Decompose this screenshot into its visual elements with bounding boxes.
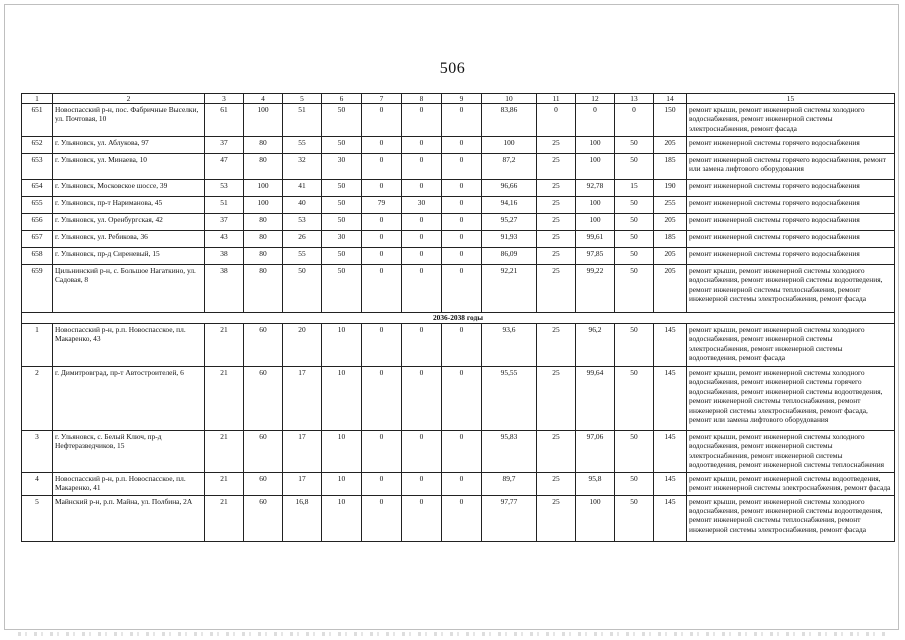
col-9-value: 0 xyxy=(442,431,482,473)
works-list: ремонт крыши, ремонт инженерной системы холодного водоснабжения, ремонт инженерной системы электроснабжения, ремонт инженерной системы водоотведения, ремонт инженерной системы теплоснабжения xyxy=(687,431,895,473)
column-number: 1 xyxy=(22,94,53,104)
col-11-value: 25 xyxy=(537,431,576,473)
column-number: 10 xyxy=(482,94,537,104)
col-4-value: 80 xyxy=(244,154,283,180)
col-7-value: 0 xyxy=(362,231,402,248)
table-row xyxy=(22,367,895,431)
table-row xyxy=(22,495,895,541)
col-7-value: 79 xyxy=(362,197,402,214)
table-row xyxy=(22,431,895,473)
col-10-value: 96,66 xyxy=(482,180,537,197)
col-5-value: 53 xyxy=(283,214,322,231)
col-9-value: 0 xyxy=(442,104,482,137)
col-3-value: 53 xyxy=(205,180,244,197)
row-number: 5 xyxy=(22,495,53,541)
col-7-value: 0 xyxy=(362,431,402,473)
works-list: ремонт инженерной системы горячего водоснабжения, ремонт или замена лифтового оборудования xyxy=(687,154,895,180)
col-12-value: 0 xyxy=(576,104,615,137)
column-number: 13 xyxy=(615,94,654,104)
col-7-value: 0 xyxy=(362,180,402,197)
col-5-value: 55 xyxy=(283,137,322,154)
col-9-value: 0 xyxy=(442,197,482,214)
col-3-value: 21 xyxy=(205,324,244,367)
address: г. Ульяновск, ул. Оренбургская, 42 xyxy=(53,214,205,231)
col-11-value: 25 xyxy=(537,472,576,495)
row-number: 659 xyxy=(22,265,53,313)
col-9-value: 0 xyxy=(442,472,482,495)
col-10-value: 92,21 xyxy=(482,265,537,313)
row-number: 1 xyxy=(22,324,53,367)
col-9-value: 0 xyxy=(442,495,482,541)
col-13-value: 50 xyxy=(615,431,654,473)
col-4-value: 60 xyxy=(244,324,283,367)
table-row xyxy=(22,324,895,367)
col-10-value: 95,55 xyxy=(482,367,537,431)
works-list: ремонт инженерной системы горячего водоснабжения xyxy=(687,248,895,265)
col-13-value: 50 xyxy=(615,137,654,154)
address: Новоспасский р-н, р.п. Новоспасское, пл. Макаренко, 41 xyxy=(53,472,205,495)
row-number: 4 xyxy=(22,472,53,495)
col-8-value: 0 xyxy=(402,472,442,495)
col-7-value: 0 xyxy=(362,265,402,313)
address: г. Ульяновск, с. Белый Ключ, пр-д Нефтеразведчиков, 15 xyxy=(53,431,205,473)
page-number: 506 xyxy=(439,60,466,77)
table-row xyxy=(22,472,895,495)
col-14-value: 145 xyxy=(654,472,687,495)
col-9-value: 0 xyxy=(442,265,482,313)
works-list: ремонт крыши, ремонт инженерной системы холодного водоснабжения, ремонт инженерной системы электроснабжения, ремонт фасада xyxy=(687,104,895,137)
col-4-value: 80 xyxy=(244,214,283,231)
col-6-value: 50 xyxy=(322,248,362,265)
col-4-value: 60 xyxy=(244,431,283,473)
col-13-value: 50 xyxy=(615,231,654,248)
col-7-value: 0 xyxy=(362,472,402,495)
col-11-value: 25 xyxy=(537,248,576,265)
address: Новоспасский р-н, пос. Фабричные Выселки, ул. Почтовая, 10 xyxy=(53,104,205,137)
col-13-value: 50 xyxy=(615,197,654,214)
col-11-value: 25 xyxy=(537,137,576,154)
column-number: 11 xyxy=(537,94,576,104)
column-number: 5 xyxy=(283,94,322,104)
col-11-value: 25 xyxy=(537,231,576,248)
works-list: ремонт инженерной системы горячего водоснабжения xyxy=(687,214,895,231)
col-9-value: 0 xyxy=(442,248,482,265)
col-8-value: 0 xyxy=(402,265,442,313)
col-11-value: 25 xyxy=(537,265,576,313)
col-14-value: 205 xyxy=(654,137,687,154)
col-5-value: 40 xyxy=(283,197,322,214)
works-list: ремонт крыши, ремонт инженерной системы холодного водоснабжения, ремонт инженерной системы водоотведения, ремонт инженерной системы теплоснабжения, ремонт инженерной системы электроснабжения, ремонт фасада xyxy=(687,265,895,313)
row-number: 653 xyxy=(22,154,53,180)
col-12-value: 92,78 xyxy=(576,180,615,197)
col-7-value: 0 xyxy=(362,367,402,431)
col-6-value: 50 xyxy=(322,180,362,197)
col-10-value: 87,2 xyxy=(482,154,537,180)
col-5-value: 55 xyxy=(283,248,322,265)
col-14-value: 185 xyxy=(654,154,687,180)
col-13-value: 50 xyxy=(615,248,654,265)
col-12-value: 96,2 xyxy=(576,324,615,367)
column-number: 6 xyxy=(322,94,362,104)
row-number: 651 xyxy=(22,104,53,137)
col-9-value: 0 xyxy=(442,180,482,197)
col-3-value: 21 xyxy=(205,431,244,473)
address: Майнский р-н, р.п. Майна, ул. Полбина, 2А xyxy=(53,495,205,541)
col-11-value: 25 xyxy=(537,197,576,214)
col-6-value: 30 xyxy=(322,154,362,180)
col-12-value: 99,64 xyxy=(576,367,615,431)
col-8-value: 0 xyxy=(402,431,442,473)
column-number: 3 xyxy=(205,94,244,104)
table-row xyxy=(22,214,895,231)
col-4-value: 80 xyxy=(244,248,283,265)
col-6-value: 50 xyxy=(322,197,362,214)
col-5-value: 17 xyxy=(283,472,322,495)
col-4-value: 80 xyxy=(244,137,283,154)
works-list: ремонт инженерной системы горячего водоснабжения xyxy=(687,231,895,248)
col-5-value: 26 xyxy=(283,231,322,248)
address: г. Ульяновск, Московское шоссе, 39 xyxy=(53,180,205,197)
col-6-value: 50 xyxy=(322,214,362,231)
col-14-value: 205 xyxy=(654,248,687,265)
table-body xyxy=(22,94,895,542)
col-12-value: 95,8 xyxy=(576,472,615,495)
col-12-value: 100 xyxy=(576,197,615,214)
col-10-value: 100 xyxy=(482,137,537,154)
col-14-value: 145 xyxy=(654,324,687,367)
col-9-value: 0 xyxy=(442,137,482,154)
column-number: 9 xyxy=(442,94,482,104)
col-14-value: 145 xyxy=(654,367,687,431)
address: г. Ульяновск, пр-д Сиреневый, 15 xyxy=(53,248,205,265)
col-14-value: 145 xyxy=(654,431,687,473)
col-6-value: 30 xyxy=(322,231,362,248)
col-7-value: 0 xyxy=(362,104,402,137)
col-5-value: 16,8 xyxy=(283,495,322,541)
col-3-value: 51 xyxy=(205,197,244,214)
col-13-value: 50 xyxy=(615,265,654,313)
col-6-value: 10 xyxy=(322,495,362,541)
table-row xyxy=(22,265,895,313)
table-row xyxy=(22,197,895,214)
col-5-value: 32 xyxy=(283,154,322,180)
col-12-value: 99,61 xyxy=(576,231,615,248)
col-14-value: 145 xyxy=(654,495,687,541)
col-8-value: 0 xyxy=(402,137,442,154)
col-3-value: 37 xyxy=(205,137,244,154)
column-number: 4 xyxy=(244,94,283,104)
col-13-value: 50 xyxy=(615,495,654,541)
works-list: ремонт крыши, ремонт инженерной системы холодного водоснабжения, ремонт инженерной системы водоотведения, ремонт инженерной системы теплоснабжения, ремонт инженерной системы электроснабжения, ремонт фасада xyxy=(687,495,895,541)
column-number: 2 xyxy=(53,94,205,104)
col-8-value: 0 xyxy=(402,324,442,367)
col-13-value: 50 xyxy=(615,214,654,231)
col-8-value: 0 xyxy=(402,367,442,431)
row-number: 656 xyxy=(22,214,53,231)
scan-edge-artifact xyxy=(18,632,888,636)
col-8-value: 30 xyxy=(402,197,442,214)
column-number: 12 xyxy=(576,94,615,104)
col-8-value: 0 xyxy=(402,214,442,231)
table-row xyxy=(22,104,895,137)
col-10-value: 89,7 xyxy=(482,472,537,495)
col-6-value: 10 xyxy=(322,367,362,431)
col-12-value: 100 xyxy=(576,154,615,180)
col-6-value: 10 xyxy=(322,431,362,473)
col-11-value: 25 xyxy=(537,154,576,180)
row-number: 658 xyxy=(22,248,53,265)
col-4-value: 60 xyxy=(244,472,283,495)
col-9-value: 0 xyxy=(442,367,482,431)
col-10-value: 95,27 xyxy=(482,214,537,231)
col-8-value: 0 xyxy=(402,495,442,541)
col-5-value: 50 xyxy=(283,265,322,313)
table-row xyxy=(22,231,895,248)
column-number: 14 xyxy=(654,94,687,104)
works-list: ремонт инженерной системы горячего водоснабжения xyxy=(687,137,895,154)
col-4-value: 80 xyxy=(244,265,283,313)
table-row xyxy=(22,180,895,197)
col-6-value: 10 xyxy=(322,324,362,367)
col-12-value: 97,06 xyxy=(576,431,615,473)
col-4-value: 100 xyxy=(244,180,283,197)
col-3-value: 37 xyxy=(205,214,244,231)
col-10-value: 83,86 xyxy=(482,104,537,137)
col-12-value: 100 xyxy=(576,495,615,541)
period-label: 2036-2038 годы xyxy=(22,313,895,324)
col-13-value: 0 xyxy=(615,104,654,137)
col-6-value: 10 xyxy=(322,472,362,495)
col-13-value: 50 xyxy=(615,324,654,367)
col-11-value: 0 xyxy=(537,104,576,137)
col-13-value: 15 xyxy=(615,180,654,197)
col-3-value: 43 xyxy=(205,231,244,248)
works-list: ремонт крыши, ремонт инженерной системы водоотведения, ремонт инженерной системы электроснабжения, ремонт фасада xyxy=(687,472,895,495)
col-8-value: 0 xyxy=(402,248,442,265)
col-13-value: 50 xyxy=(615,154,654,180)
address: г. Ульяновск, ул. Аблукова, 97 xyxy=(53,137,205,154)
col-4-value: 80 xyxy=(244,231,283,248)
col-7-value: 0 xyxy=(362,214,402,231)
col-10-value: 86,09 xyxy=(482,248,537,265)
col-11-value: 25 xyxy=(537,180,576,197)
col-6-value: 50 xyxy=(322,104,362,137)
register-table xyxy=(21,93,895,542)
col-11-value: 25 xyxy=(537,495,576,541)
col-14-value: 185 xyxy=(654,231,687,248)
works-list: ремонт инженерной системы горячего водоснабжения xyxy=(687,180,895,197)
column-number: 8 xyxy=(402,94,442,104)
address: г. Ульяновск, пр-т Нариманова, 45 xyxy=(53,197,205,214)
col-8-value: 0 xyxy=(402,154,442,180)
col-14-value: 205 xyxy=(654,265,687,313)
col-9-value: 0 xyxy=(442,324,482,367)
col-5-value: 20 xyxy=(283,324,322,367)
col-4-value: 60 xyxy=(244,367,283,431)
row-number: 652 xyxy=(22,137,53,154)
col-7-value: 0 xyxy=(362,137,402,154)
col-13-value: 50 xyxy=(615,472,654,495)
col-9-value: 0 xyxy=(442,214,482,231)
row-number: 657 xyxy=(22,231,53,248)
col-12-value: 100 xyxy=(576,214,615,231)
col-5-value: 17 xyxy=(283,431,322,473)
col-10-value: 97,77 xyxy=(482,495,537,541)
works-list: ремонт инженерной системы горячего водоснабжения xyxy=(687,197,895,214)
col-6-value: 50 xyxy=(322,137,362,154)
col-14-value: 150 xyxy=(654,104,687,137)
address: Новоспасский р-н, р.п. Новоспасское, пл. Макаренко, 43 xyxy=(53,324,205,367)
address: г. Димитровград, пр-т Автостроителей, 6 xyxy=(53,367,205,431)
col-10-value: 95,83 xyxy=(482,431,537,473)
works-list: ремонт крыши, ремонт инженерной системы холодного водоснабжения, ремонт инженерной системы электроснабжения, ремонт инженерной системы водоотведения, ремонт фасада xyxy=(687,324,895,367)
col-3-value: 47 xyxy=(205,154,244,180)
row-number: 3 xyxy=(22,431,53,473)
table-row xyxy=(22,137,895,154)
col-3-value: 21 xyxy=(205,472,244,495)
col-11-value: 25 xyxy=(537,367,576,431)
table-row xyxy=(22,154,895,180)
row-number: 655 xyxy=(22,197,53,214)
col-8-value: 0 xyxy=(402,104,442,137)
col-14-value: 205 xyxy=(654,214,687,231)
col-12-value: 99,22 xyxy=(576,265,615,313)
col-5-value: 51 xyxy=(283,104,322,137)
col-4-value: 100 xyxy=(244,104,283,137)
col-10-value: 94,16 xyxy=(482,197,537,214)
col-3-value: 21 xyxy=(205,495,244,541)
row-number: 654 xyxy=(22,180,53,197)
column-number: 7 xyxy=(362,94,402,104)
col-12-value: 97,85 xyxy=(576,248,615,265)
table-row xyxy=(22,248,895,265)
col-13-value: 50 xyxy=(615,367,654,431)
works-list: ремонт крыши, ремонт инженерной системы холодного водоснабжения, ремонт инженерной системы горячего водоснабжения, ремонт инженерной системы водоотведения, ремонт инженерной системы теплоснабжения, ремонт инженерной системы электроснабжения, ремонт фасада, ремонт или замена лифтового оборудования xyxy=(687,367,895,431)
col-3-value: 21 xyxy=(205,367,244,431)
col-9-value: 0 xyxy=(442,231,482,248)
col-14-value: 190 xyxy=(654,180,687,197)
col-7-value: 0 xyxy=(362,248,402,265)
address: г. Ульяновск, ул. Минаева, 10 xyxy=(53,154,205,180)
col-9-value: 0 xyxy=(442,154,482,180)
column-number: 15 xyxy=(687,94,895,104)
col-4-value: 60 xyxy=(244,495,283,541)
col-7-value: 0 xyxy=(362,495,402,541)
col-8-value: 0 xyxy=(402,231,442,248)
col-3-value: 61 xyxy=(205,104,244,137)
address: г. Ульяновск, ул. Ребикова, 36 xyxy=(53,231,205,248)
col-5-value: 17 xyxy=(283,367,322,431)
col-7-value: 0 xyxy=(362,324,402,367)
col-8-value: 0 xyxy=(402,180,442,197)
address: Цильнинский р-н, с. Большое Нагаткино, ул. Садовая, 8 xyxy=(53,265,205,313)
col-12-value: 100 xyxy=(576,137,615,154)
col-3-value: 38 xyxy=(205,248,244,265)
column-number-row xyxy=(22,94,895,104)
col-14-value: 255 xyxy=(654,197,687,214)
col-11-value: 25 xyxy=(537,324,576,367)
period-row xyxy=(22,313,895,324)
col-5-value: 41 xyxy=(283,180,322,197)
col-4-value: 100 xyxy=(244,197,283,214)
col-11-value: 25 xyxy=(537,214,576,231)
col-3-value: 38 xyxy=(205,265,244,313)
row-number: 2 xyxy=(22,367,53,431)
col-10-value: 91,93 xyxy=(482,231,537,248)
col-10-value: 93,6 xyxy=(482,324,537,367)
col-7-value: 0 xyxy=(362,154,402,180)
col-6-value: 50 xyxy=(322,265,362,313)
